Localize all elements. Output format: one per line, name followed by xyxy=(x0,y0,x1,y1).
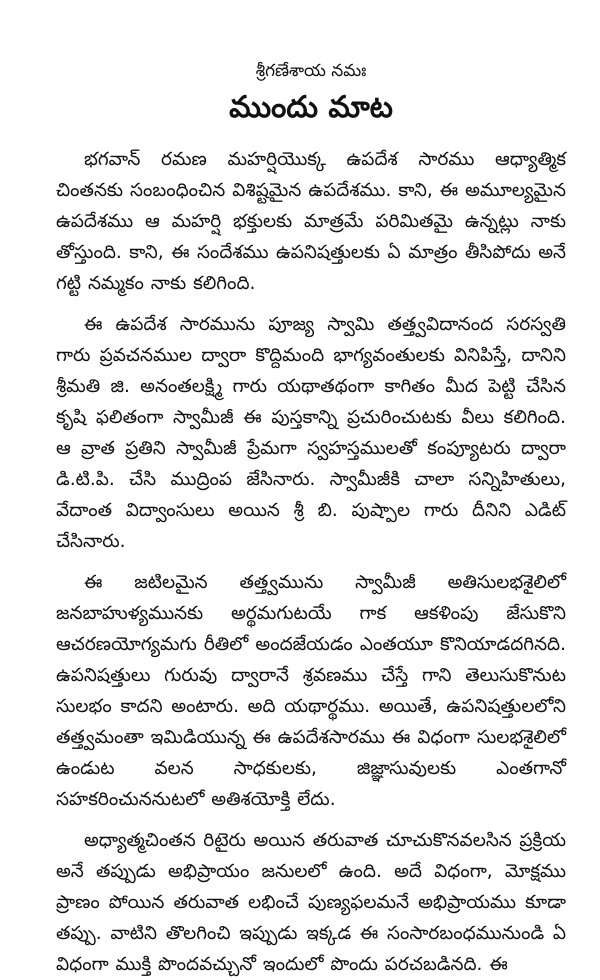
paragraph-4: అధ్యాత్మచింతన రిటైరు అయిన తరువాత చూచుకొనవలసిన ప్రక్రియ అనే తప్పుడు అభిప్రాయం జనులలో ఉంది. అదే విధంగా, మోక్షము ప్రాణం పోయిన తరువాత లభించే పుణ్యఫలమనే అభిప్రాయము కూడా తప్పు. వాటిని తొలగించి ఇప్పుడు ఇక్కడ ఈ సంసారబంధమునుండి ఏ విధంగా ముక్తి పొందవచ్చునో ఇందులో పొందు పరచబడినది. ఈ xyxy=(56,830,566,975)
paragraph-1: భగవాన్ రమణ మహర్షియొక్క ఉపదేశ సారము ఆధ్యాత్మిక చింతనకు సంబంధించిన విశిష్టమైన ఉపదేశము. కాని, ఈ అమూల్యమైన ఉపదేశము ఆ మహర్షి భక్తులకు మాత్రమే పరిమితమై ఉన్నట్లు నాకు తోస్తుంది. కాని, ఈ సందేశము ఉపనిషత్తులకు ఏ మాత్రం తీసిపోదు అనే గట్టి నమ్మకం నాకు కలిగింది. xyxy=(56,149,566,294)
paragraph-2: ఈ ఉపదేశ సారమును పూజ్య స్వామి తత్త్వవిదానంద సరస్వతి గారు ప్రవచనముల ద్వారా కొద్దిమంది భాగ్యవంతులకు వినిపిస్తే, దానిని శ్రీమతి జి. అనంతలక్ష్మి గారు యథాతథంగా కాగితం మీద పెట్టి చేసిన కృషి ఫలితంగా స్వామీజీ ఈ పుస్తకాన్ని ప్రచురించుటకు వీలు కలిగింది. ఆ వ్రాత ప్రతిని స్వామీజీ ప్రేమగా స్వహస్తములతో కంప్యూటరు ద్వారా డి.టి.పి. చేసి ముద్రింప జేసినారు. స్వామీజీకి చాలా సన్నిహితులు, వేదాంత విద్వాంసులు అయిన శ్రీ బి. పుష్పాల గారు దీనిని ఎడిట్ చేసినారు. xyxy=(56,314,566,552)
invocation-line: శ్రీగణేశాయ నమః xyxy=(255,61,367,81)
paragraph-3: ఈ జటిలమైన తత్త్వమును స్వామీజీ అతిసులభశైలిలో జనబాహుళ్యమునకు అర్థమగుటయే గాక ఆకళింపు జేసుకొని ఆచరణయోగ్యమగు రీతిలో అందజేయడం ఎంతయూ కొనియాడదగినది. ఉపనిషత్తులు గురువు ద్వారానే శ్రవణము చేస్తే గాని తెలుసుకొనుట సులభం కాదని అంటారు. అది యథార్థము. అయితే, ఉపనిషత్తులలోని తత్త్వమంతా ఇమిడియున్న ఈ ఉపదేశసారము ఈ విధంగా సులభశైలిలో ఉండుట వలన సాధకులకు, జిజ్ఞాసువులకు ఎంతగానో సహకరించుననుటలో అతిశయోక్తి లేదు. xyxy=(56,572,566,810)
page-title: ముందు మాట xyxy=(229,90,393,125)
